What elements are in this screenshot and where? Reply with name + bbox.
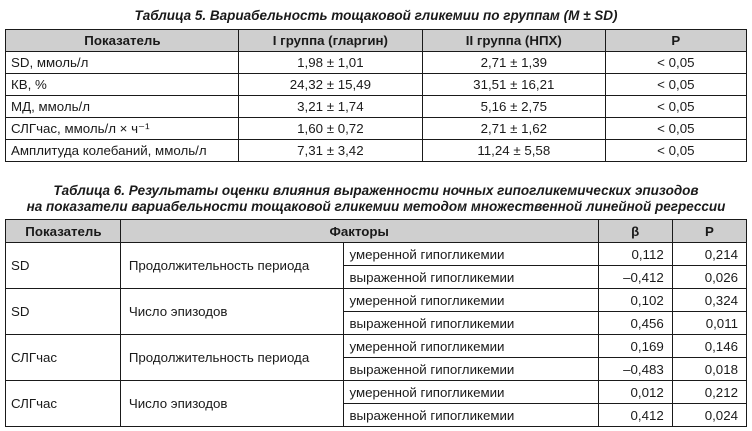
table6-caption-line2: на показатели вариабельности тощаковой гликемии методом множественной линейной регрессии <box>26 199 726 214</box>
table6-cell-beta: –0,412 <box>598 266 672 289</box>
table6-cell-beta: 0,102 <box>598 289 672 312</box>
table6-cell-indicator: СЛГчас <box>6 335 121 381</box>
table5-cell-group1: 24,32 ± 15,49 <box>238 74 422 96</box>
table6 <box>5 219 747 427</box>
table5-cell-group2: 2,71 ± 1,39 <box>422 52 605 74</box>
table5-cell-group1: 1,60 ± 0,72 <box>238 118 422 140</box>
table6-cell-p: 0,011 <box>672 312 746 335</box>
table6-header-factors: Факторы <box>120 220 598 243</box>
table-row <box>6 96 747 118</box>
table6-cell-level: выраженной гипогликемии <box>344 266 598 289</box>
table5-cell-group1: 1,98 ± 1,01 <box>238 52 422 74</box>
table6-cell-level: умеренной гипогликемии <box>344 335 598 358</box>
table6-cell-p: 0,214 <box>672 243 746 266</box>
table6-cell-indicator: SD <box>6 289 121 335</box>
table6-cell-factor: Продолжительность периода <box>120 335 344 381</box>
table5-cell-indicator: КВ, % <box>6 74 239 96</box>
table6-cell-level: выраженной гипогликемии <box>344 312 598 335</box>
table6-cell-level: умеренной гипогликемии <box>344 381 598 404</box>
table6-cell-p: 0,024 <box>672 404 746 427</box>
table6-cell-p: 0,146 <box>672 335 746 358</box>
table5-header-row <box>6 30 747 52</box>
table6-header-beta: β <box>598 220 672 243</box>
table6-cell-beta: 0,169 <box>598 335 672 358</box>
table5-cell-p: < 0,05 <box>605 74 746 96</box>
table6-cell-beta: –0,483 <box>598 358 672 381</box>
table6-caption-line1: Таблица 6. Результаты оценки влияния выраженности ночных гипогликемических эпизодов <box>53 183 699 198</box>
table6-cell-p: 0,212 <box>672 381 746 404</box>
table5-cell-group1: 3,21 ± 1,74 <box>238 96 422 118</box>
table6-cell-level: выраженной гипогликемии <box>344 404 598 427</box>
table6-cell-level: умеренной гипогликемии <box>344 289 598 312</box>
table5-header-p: P <box>605 30 746 52</box>
table5 <box>5 29 747 162</box>
table6-cell-beta: 0,112 <box>598 243 672 266</box>
table-row <box>6 52 747 74</box>
table6-cell-p: 0,026 <box>672 266 746 289</box>
table5-cell-p: < 0,05 <box>605 118 746 140</box>
table5-cell-group1: 7,31 ± 3,42 <box>238 140 422 162</box>
table6-header-indicator: Показатель <box>6 220 121 243</box>
table5-cell-group2: 2,71 ± 1,62 <box>422 118 605 140</box>
table-row <box>6 118 747 140</box>
table5-cell-indicator: МД, ммоль/л <box>6 96 239 118</box>
table-row <box>6 335 747 358</box>
table-row <box>6 140 747 162</box>
table6-caption <box>0 183 752 215</box>
table6-cell-indicator: SD <box>6 243 121 289</box>
table5-cell-group2: 5,16 ± 2,75 <box>422 96 605 118</box>
table5-cell-p: < 0,05 <box>605 96 746 118</box>
table5-cell-p: < 0,05 <box>605 52 746 74</box>
table6-header-row <box>6 220 747 243</box>
table6-cell-factor: Продолжительность периода <box>120 243 344 289</box>
table5-header-group1: I группа (гларгин) <box>238 30 422 52</box>
table6-cell-beta: 0,456 <box>598 312 672 335</box>
table6-cell-indicator: СЛГчас <box>6 381 121 427</box>
table5-header-indicator: Показатель <box>6 30 239 52</box>
table-row <box>6 243 747 266</box>
table5-caption: Таблица 5. Вариабельность тощаковой гликемии по группам (M ± SD) <box>134 8 618 23</box>
table6-cell-p: 0,018 <box>672 358 746 381</box>
table6-cell-level: умеренной гипогликемии <box>344 243 598 266</box>
table6-cell-p: 0,324 <box>672 289 746 312</box>
table6-cell-beta: 0,412 <box>598 404 672 427</box>
table6-cell-factor: Число эпизодов <box>120 289 344 335</box>
table5-cell-indicator: СЛГчас, ммоль/л × ч⁻¹ <box>6 118 239 140</box>
table5-cell-p: < 0,05 <box>605 140 746 162</box>
table6-header-p: P <box>672 220 746 243</box>
table-row <box>6 74 747 96</box>
table6-cell-beta: 0,012 <box>598 381 672 404</box>
table-row <box>6 289 747 312</box>
table5-cell-group2: 11,24 ± 5,58 <box>422 140 605 162</box>
table5-cell-group2: 31,51 ± 16,21 <box>422 74 605 96</box>
table5-header-group2: II группа (НПХ) <box>422 30 605 52</box>
table6-cell-level: выраженной гипогликемии <box>344 358 598 381</box>
table5-cell-indicator: SD, ммоль/л <box>6 52 239 74</box>
table6-cell-factor: Число эпизодов <box>120 381 344 427</box>
table5-cell-indicator: Амплитуда колебаний, ммоль/л <box>6 140 239 162</box>
table-row <box>6 381 747 404</box>
